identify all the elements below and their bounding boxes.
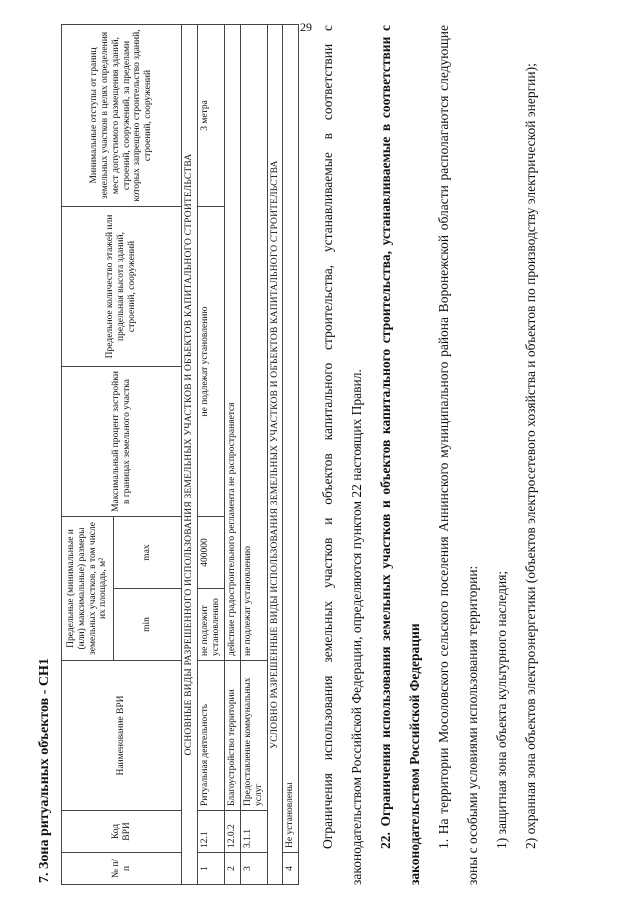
header-size-max: max	[114, 517, 182, 589]
row-text: Не установлены	[283, 25, 299, 853]
row-span-text: действие градостроительного регламента не распространяется	[224, 25, 240, 661]
body-text	[313, 25, 545, 885]
row-setback: 3 метра	[197, 25, 224, 207]
row-name: Ритуальная деятельность	[197, 661, 224, 811]
paragraph-section-22: 22. Ограничения использования земельных участков и объектов капитального строительства, устанавливаемые в соответствии с законодательством Российской Федерации	[378, 25, 423, 885]
paragraph-restrictions-intro: Ограничения использования земельных участков и объектов капитального строительства, устанавливаемые в соответствии с законодательством Российской Федерации, определяются пунктом 22 настоящих Правил.	[320, 25, 365, 885]
list-item: 2) охранная зона объектов электроэнергетики (объектов электросетевого хозяйства и объектов по производству электрической энергии);	[523, 63, 539, 849]
header-size-min: min	[114, 589, 182, 661]
table-row	[197, 25, 224, 885]
zone-regulations-table	[61, 24, 299, 885]
row-code: 3.1.1	[240, 811, 267, 853]
row-num: 3	[240, 853, 267, 885]
header-num: № п/п	[62, 853, 182, 885]
header-setback: Минимальные отступы от границ земельных участков в целях определения мест допустимого размещения зданий, строений, сооружений, за пределами которых запрещено строительство зданий, строений, сооружений	[62, 25, 182, 207]
row-span-text: не подлежат установлению	[240, 25, 267, 661]
section-conditional-uses: УСЛОВНО РАЗРЕШЕННЫЕ ВИДЫ ИСПОЛЬЗОВАНИЯ ЗЕМЕЛЬНЫХ УЧАСТКОВ И ОБЪЕКТОВ КАПИТАЛЬНОГО СТРОИТЕЛЬСТВА	[267, 25, 283, 885]
row-name: Предоставление коммунальных услуг	[240, 661, 267, 811]
row-min: не подлежит установлению	[197, 589, 224, 661]
page-number: 29	[300, 20, 312, 34]
row-num: 4	[283, 853, 299, 885]
row-max: 400000	[197, 517, 224, 589]
zone-heading: 7. Зона ритуальных объектов - СН1	[37, 658, 52, 883]
table-row	[224, 25, 240, 885]
header-size: Предельные (минимальные и (или) максимальные) размеры земельных участков, в том числе их площадь, м²	[62, 517, 114, 661]
header-name: Наименование ВРИ	[62, 661, 182, 811]
row-percent-floors: не подлежат установлению	[197, 207, 224, 517]
list-item: 1) защитная зона объекта культурного наследия;	[494, 570, 510, 849]
header-code: Код ВРИ	[62, 811, 182, 853]
row-code: 12.0.2	[224, 811, 240, 853]
paragraph-zones-intro: 1. На территории Мосоловского сельского поселения Аннинского муниципального района Воронежской области располагаются следующие зоны с особыми условиями использования территории:	[436, 25, 481, 885]
row-name: Благоустройство территории	[224, 661, 240, 811]
header-percent: Максимальный процент застройки в границах земельного участка	[62, 367, 182, 517]
section-main-uses: ОСНОВНЫЕ ВИДЫ РАЗРЕШЕННОГО ИСПОЛЬЗОВАНИЯ ЗЕМЕЛЬНЫХ УЧАСТКОВ И ОБЪЕКТОВ КАПИТАЛЬНОГО СТРОИТЕЛЬСТВА	[182, 25, 198, 885]
row-code: 12.1	[197, 811, 224, 853]
table-row	[240, 25, 267, 885]
row-num: 1	[197, 853, 224, 885]
header-floors: Предельное количество этажей или предельная высота зданий, строений, сооружений	[62, 207, 182, 367]
row-num: 2	[224, 853, 240, 885]
rotated-page-content	[35, 25, 610, 885]
table-row	[283, 25, 299, 885]
